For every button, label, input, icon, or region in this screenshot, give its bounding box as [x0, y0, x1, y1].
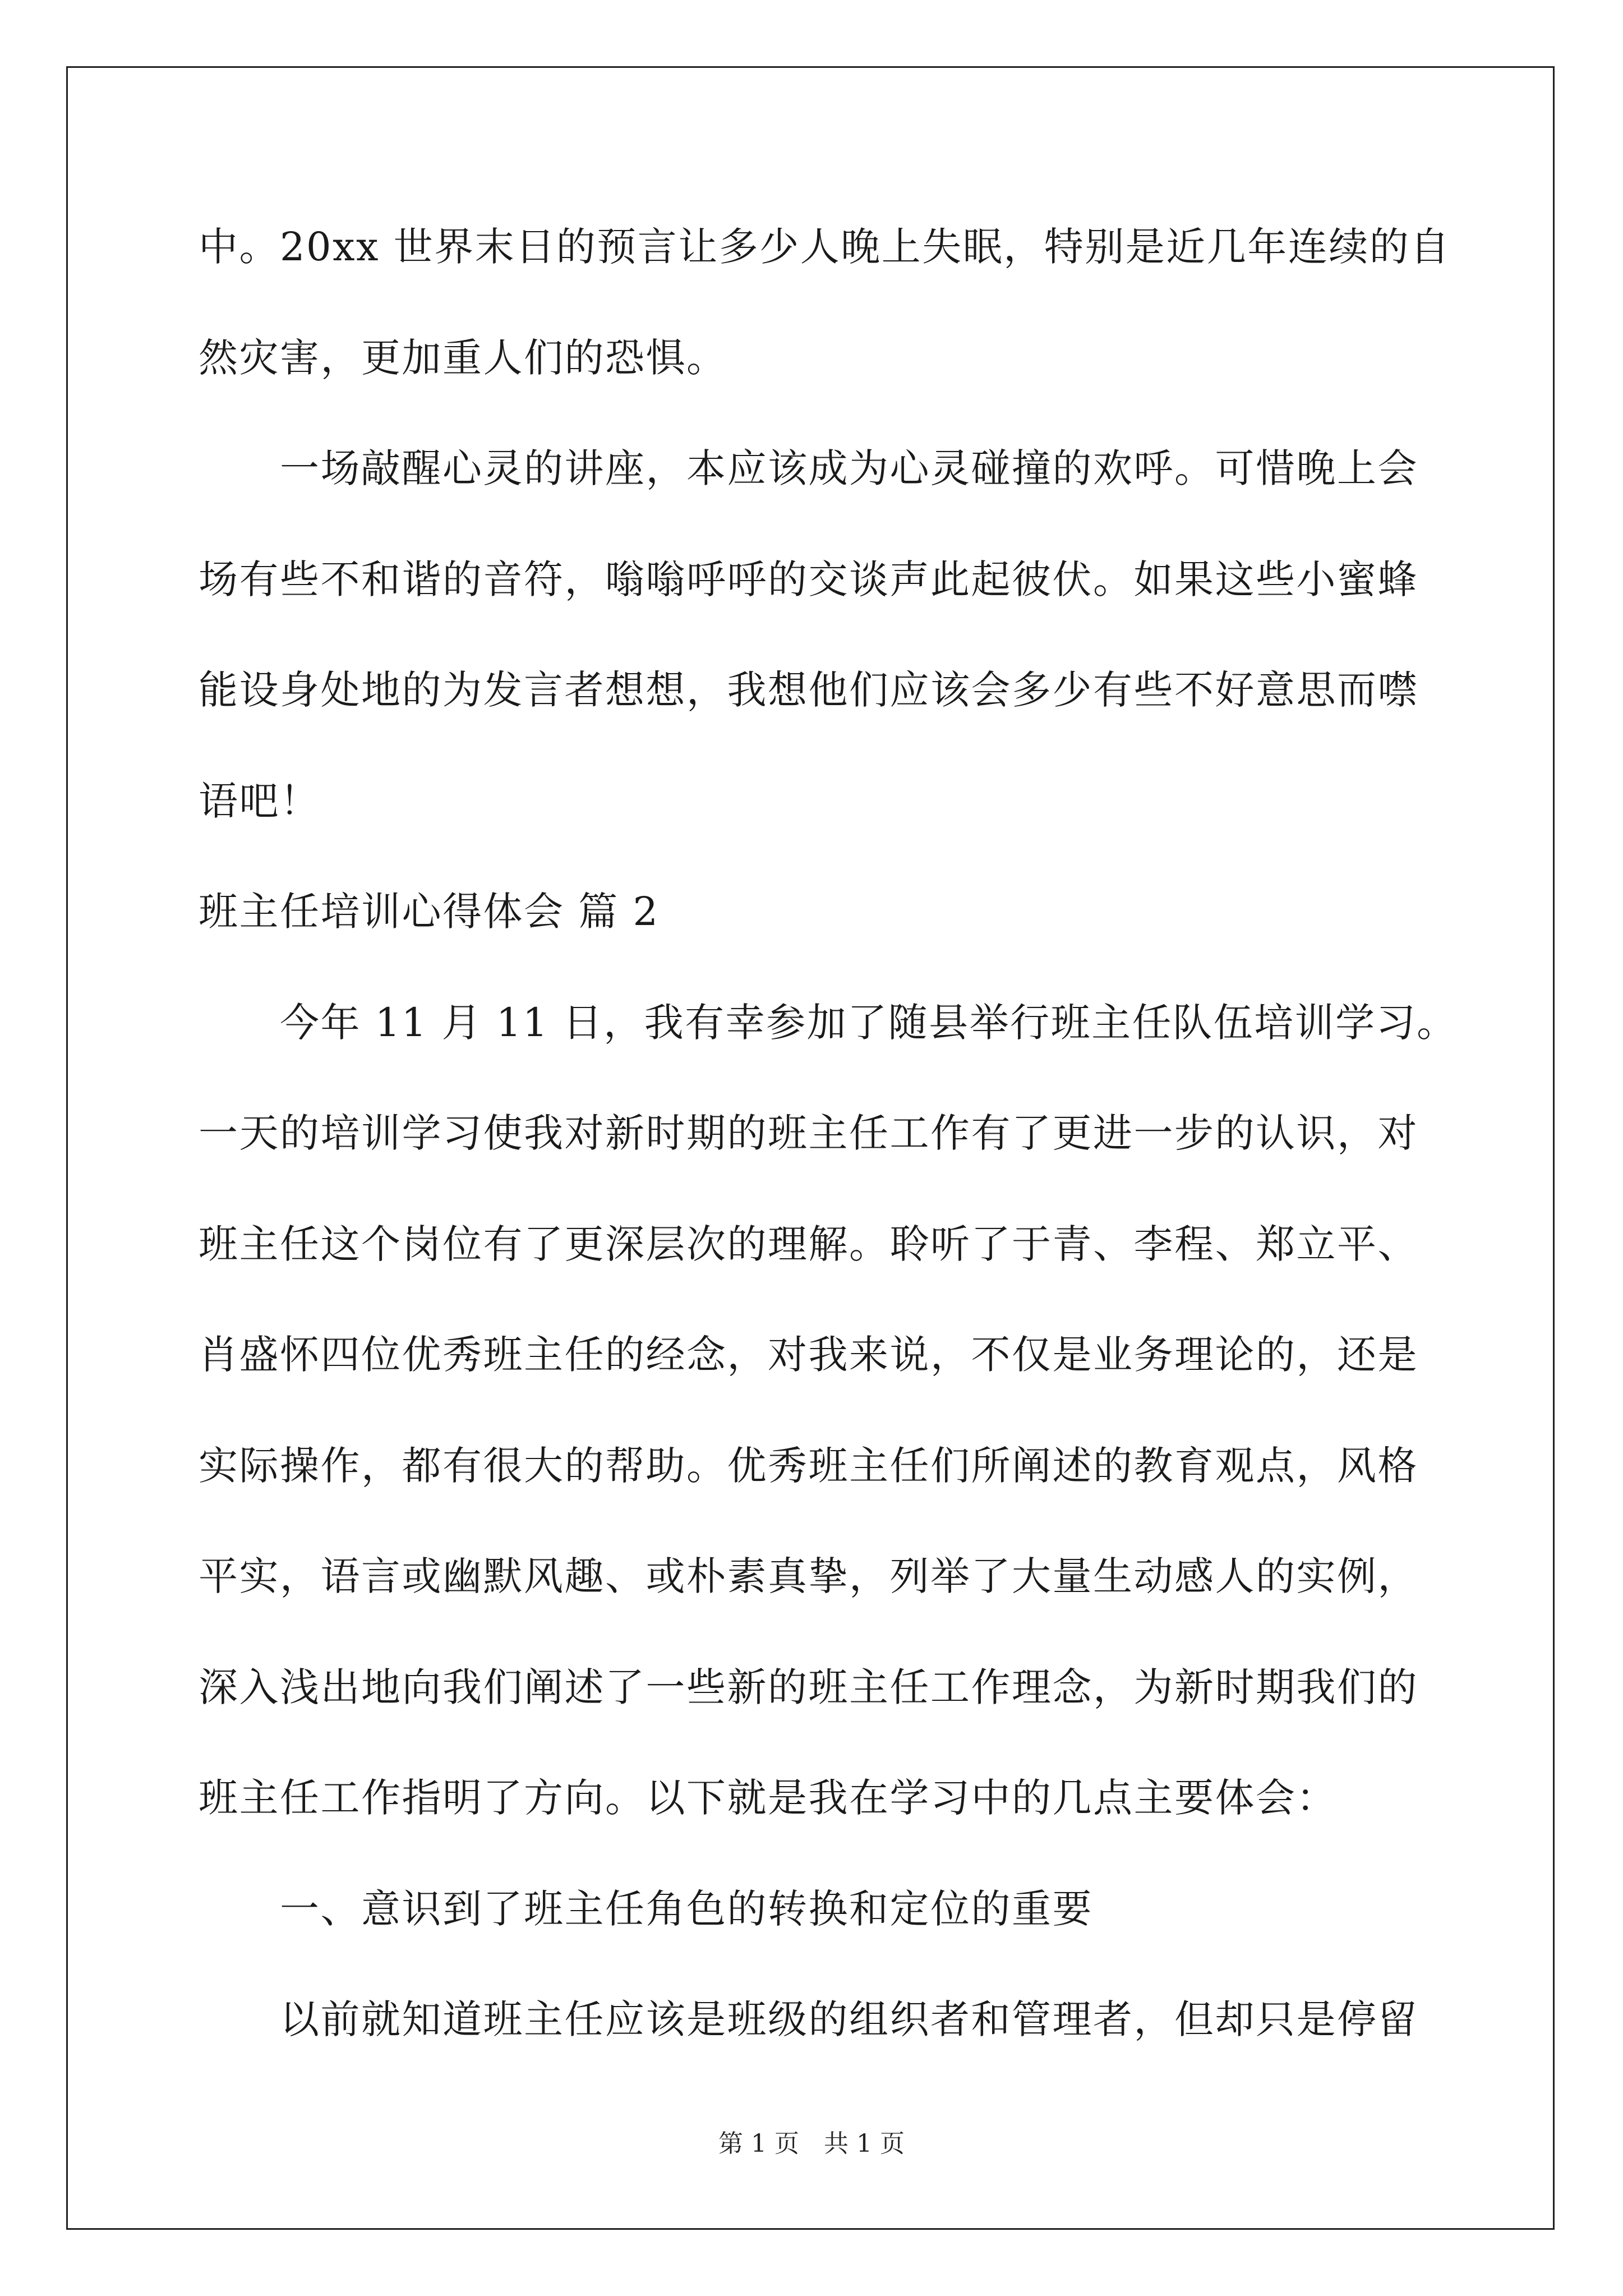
- section-heading: 班主任培训心得体会 篇 2: [199, 889, 660, 935]
- text-line: 场有些不和谐的音符，嗡嗡呼呼的交谈声此起彼伏。如果这些小蜜蜂: [199, 556, 1418, 602]
- document-body: [199, 216, 1458, 2100]
- text-line: 一天的培训学习使我对新时期的班主任工作有了更进一步的认识，对: [199, 1110, 1418, 1156]
- text-line: 语吧！: [199, 777, 321, 824]
- text-line: 班主任这个岗位有了更深层次的理解。聆听了于青、李程、郑立平、: [199, 1221, 1418, 1267]
- text-line: 平实，语言或幽默风趣、或朴素真挚，列举了大量生动感人的实例，: [199, 1553, 1418, 1599]
- text-line: 一场敲醒心灵的讲座，本应该成为心灵碰撞的欢呼。可惜晚上会: [199, 445, 1418, 491]
- text-line: 以前就知道班主任应该是班级的组织者和管理者，但却只是停留: [199, 1996, 1418, 2042]
- text-line: 能设身处地的为发言者想想，我想他们应该会多少有些不好意思而噤: [199, 667, 1418, 713]
- text-line: 深入浅出地向我们阐述了一些新的班主任工作理念，为新时期我们的: [199, 1664, 1418, 1710]
- subheading-line: 一、意识到了班主任角色的转换和定位的重要: [199, 1885, 1093, 1932]
- text-line: 班主任工作指明了方向。以下就是我在学习中的几点主要体会：: [199, 1775, 1337, 1821]
- text-line: 今年 11 月 11 日，我有幸参加了随县举行班主任队伍培训学习。: [199, 999, 1458, 1046]
- text-line: 肖盛怀四位优秀班主任的经念，对我来说，不仅是业务理论的，还是: [199, 1332, 1418, 1378]
- text-line: 然灾害，更加重人们的恐惧。: [199, 334, 727, 381]
- text-line: 中。20xx 世界末日的预言让多少人晚上失眠，特别是近几年连续的自: [199, 224, 1451, 270]
- page-footer: 第 1 页 共 1 页: [718, 2129, 905, 2158]
- text-line: 实际操作，都有很大的帮助。优秀班主任们所阐述的教育观点，风格: [199, 1442, 1418, 1489]
